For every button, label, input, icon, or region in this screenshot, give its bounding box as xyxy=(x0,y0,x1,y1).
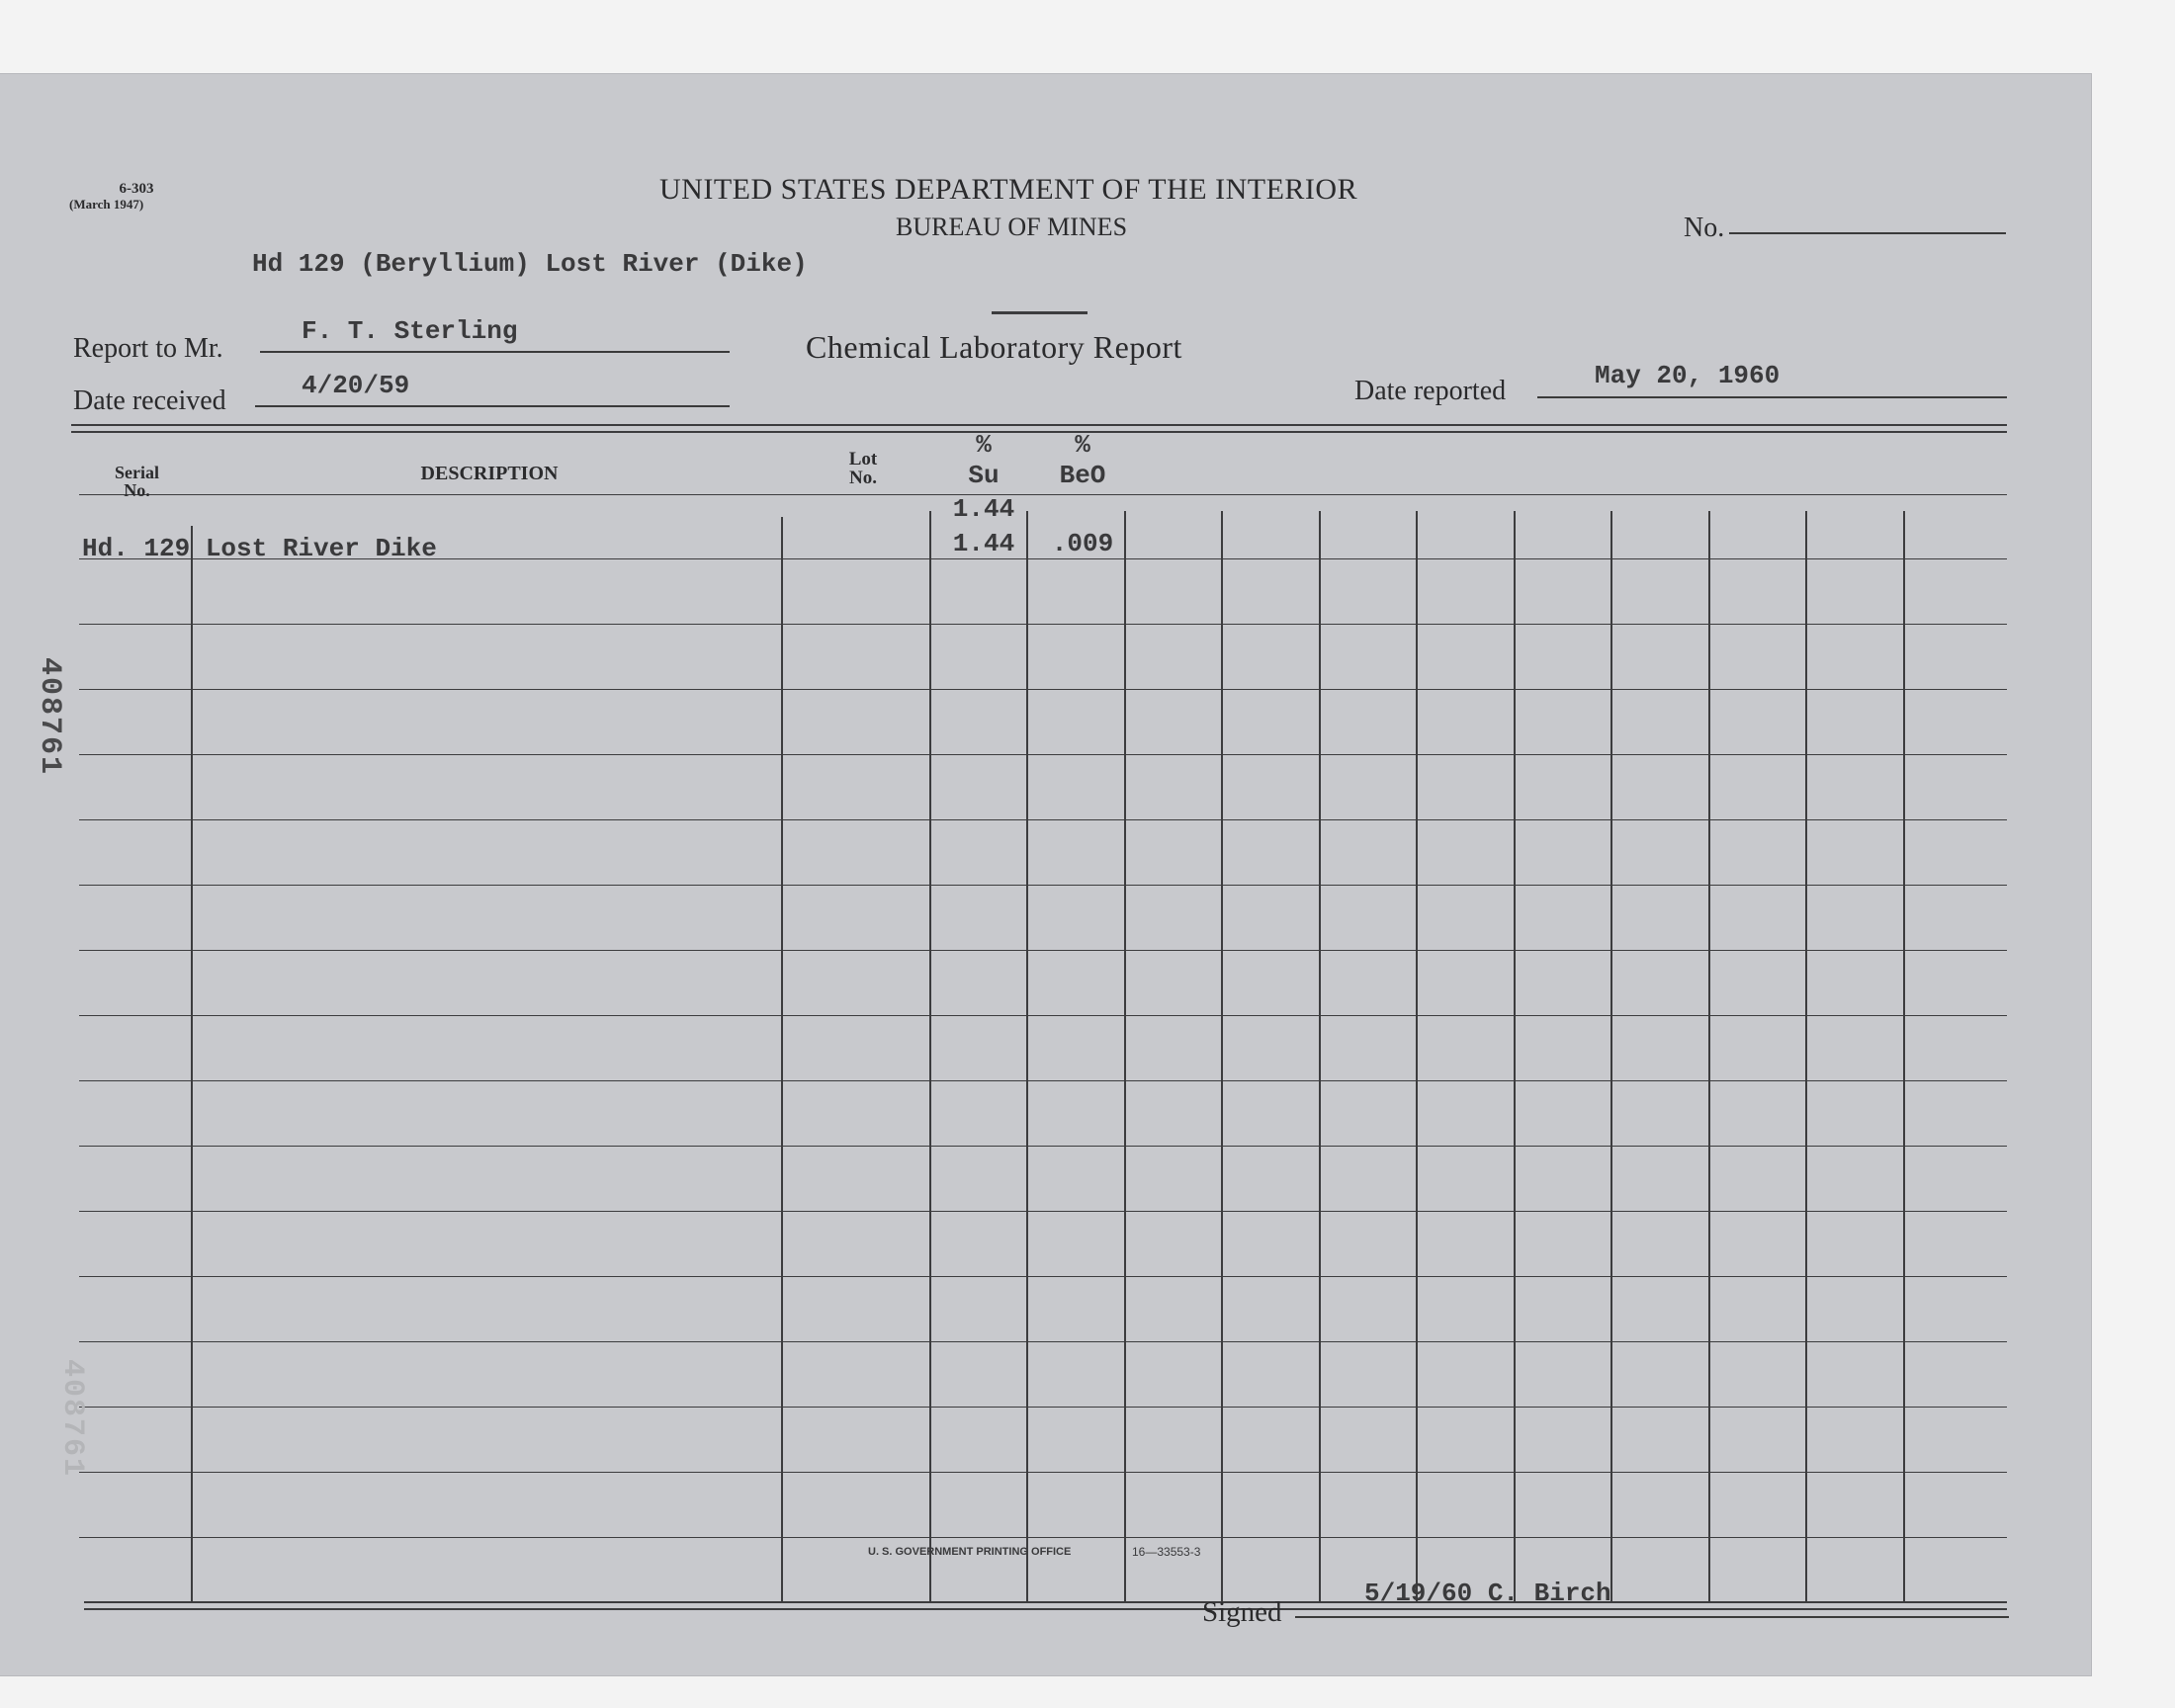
date-received-line xyxy=(255,405,730,407)
table-top-rule-2 xyxy=(71,431,2007,433)
signed-label: Signed xyxy=(1202,1596,1282,1628)
row-rule xyxy=(79,1472,2007,1473)
row-rule xyxy=(79,819,2007,820)
no-label: No. xyxy=(1684,213,1725,243)
col-su-header xyxy=(949,430,1018,491)
row-rule xyxy=(79,1211,2007,1212)
report-sheet xyxy=(0,74,2091,1675)
date-reported-value: May 20, 1960 xyxy=(1595,361,1781,390)
row-rule xyxy=(79,1146,2007,1147)
col-su-name: Su xyxy=(968,461,1000,491)
col-divider xyxy=(1805,511,1807,1601)
row-rule xyxy=(79,624,2007,625)
col-serial-line1: Serial xyxy=(115,463,159,482)
col-beo-name: BeO xyxy=(1059,461,1106,491)
report-title: Chemical Laboratory Report xyxy=(806,329,1182,365)
table-bottom-rule-2 xyxy=(84,1608,2007,1610)
signed-line xyxy=(1295,1616,2009,1618)
col-divider xyxy=(1026,511,1028,1601)
row-rule xyxy=(79,754,2007,755)
col-lot-line1: Lot xyxy=(848,449,878,470)
col-divider xyxy=(1708,511,1710,1601)
form-revision: (March 1947) xyxy=(69,197,144,212)
date-received-label: Date received xyxy=(73,385,226,416)
printer-credit: U. S. GOVERNMENT PRINTING OFFICE xyxy=(868,1546,1072,1558)
report-to-line xyxy=(260,351,730,353)
row-rule xyxy=(79,1080,2007,1081)
col-description-header: DESCRIPTION xyxy=(420,463,559,484)
serial-stamp: 408761 xyxy=(33,657,66,777)
col-beo-header xyxy=(1048,430,1117,491)
no-line xyxy=(1729,232,2006,234)
table-top-rule xyxy=(71,424,2007,426)
date-reported-line xyxy=(1537,396,2007,398)
col-divider xyxy=(1610,511,1612,1601)
col-divider xyxy=(1319,511,1321,1601)
col-divider xyxy=(1124,511,1126,1601)
signed-value: 5/19/60 C. Birch xyxy=(1364,1579,1611,1608)
row-description: Hd. 129 Lost River Dike xyxy=(82,534,437,563)
row-su-value: 1.44 xyxy=(952,529,1015,558)
row-rule xyxy=(79,1537,2007,1538)
col-su-unit: % xyxy=(976,430,992,460)
faint-serial-stamp: 408761 xyxy=(55,1359,89,1479)
report-to-label: Report to Mr. xyxy=(73,333,223,364)
col-lot-line2: No. xyxy=(849,468,877,488)
row-rule xyxy=(79,1341,2007,1342)
print-code: 16—33553-3 xyxy=(1132,1545,1201,1559)
title-rule xyxy=(992,311,1088,314)
form-code: 6-303 xyxy=(119,181,154,197)
row-rule xyxy=(79,689,2007,690)
col-beo-unit: % xyxy=(1075,430,1090,460)
col-divider xyxy=(191,526,193,1601)
header-rule xyxy=(79,494,2007,495)
subject-line: Hd 129 (Beryllium) Lost River (Dike) xyxy=(252,249,808,279)
row-rule xyxy=(79,950,2007,951)
table-bottom-rule xyxy=(84,1601,2007,1603)
bureau-title: BUREAU OF MINES xyxy=(896,213,1128,241)
col-serial-line2: No. xyxy=(124,480,150,500)
col-divider xyxy=(1514,511,1516,1601)
col-lot-header xyxy=(828,450,898,487)
row-beo-value: .009 xyxy=(1051,529,1114,558)
date-received-value: 4/20/59 xyxy=(302,371,410,400)
su-value-first: 1.44 xyxy=(952,494,1015,524)
date-reported-label: Date reported xyxy=(1354,376,1507,406)
row-rule xyxy=(79,1276,2007,1277)
col-divider xyxy=(1416,511,1418,1601)
report-to-value: F. T. Sterling xyxy=(302,316,518,346)
col-divider xyxy=(781,517,783,1601)
row-rule xyxy=(79,885,2007,886)
col-serial-header xyxy=(95,464,179,499)
col-divider xyxy=(1221,511,1223,1601)
col-divider xyxy=(1903,511,1905,1601)
col-divider xyxy=(929,511,931,1601)
agency-title: UNITED STATES DEPARTMENT OF THE INTERIOR xyxy=(659,173,1358,206)
row-rule xyxy=(79,1015,2007,1016)
row-rule xyxy=(79,1407,2007,1408)
